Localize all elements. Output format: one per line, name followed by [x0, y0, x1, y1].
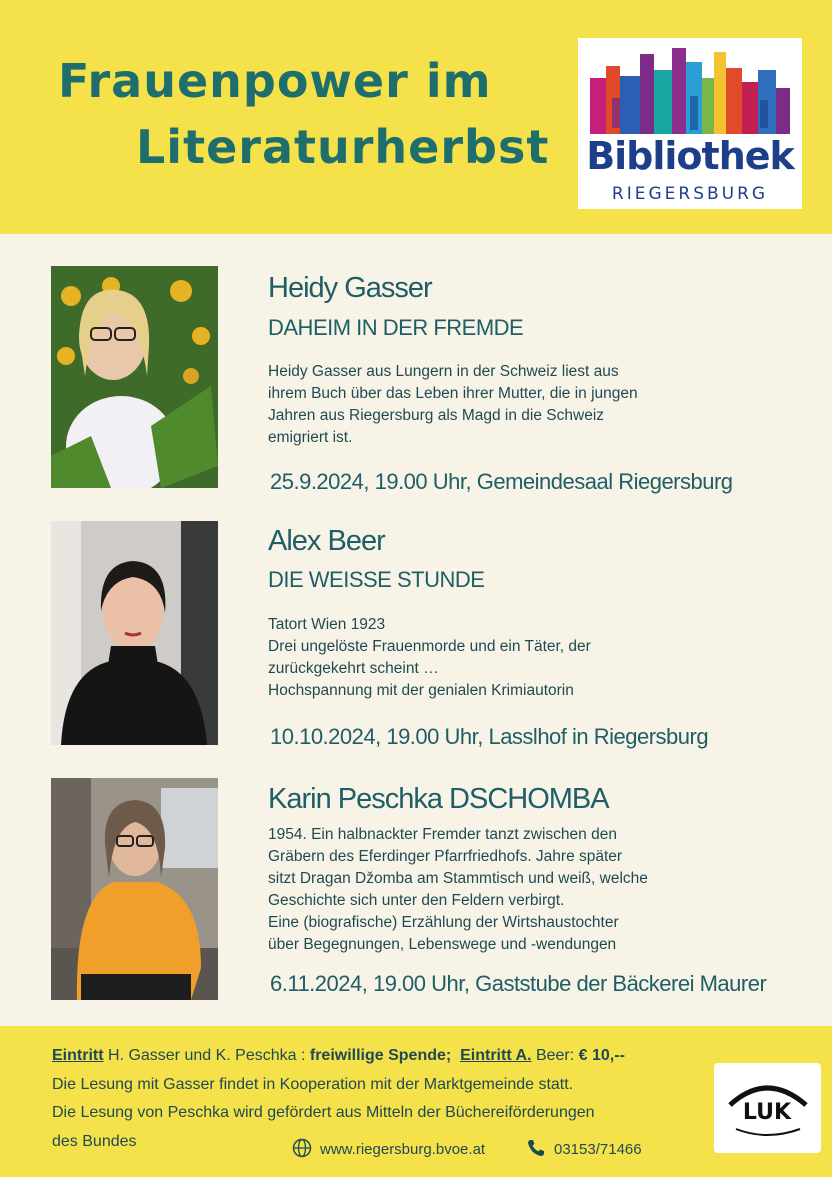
event-date: 10.10.2024, 19.00 Uhr, Lasslhof in Riegersburg: [270, 724, 709, 749]
phone-contact[interactable]: [526, 1138, 642, 1158]
event-date: 6.11.2024, 19.00 Uhr, Gaststube der Bäckerei Maurer: [270, 971, 767, 996]
description-line: Tatort Wien 1923: [268, 616, 386, 633]
page-title: [58, 48, 549, 180]
author-photo-heidy-gasser: [51, 266, 218, 488]
funding-note-cont: des Bundes: [52, 1133, 137, 1150]
event-description: [268, 824, 648, 956]
event-description: [268, 614, 591, 702]
cooperation-note: Die Lesung mit Gasser findet in Kooperation mit der Marktgemeinde statt.: [52, 1076, 574, 1093]
luk-logo-text: LUK: [742, 1100, 792, 1125]
author-name: Alex Beer: [268, 525, 385, 557]
book-title: DIE WEISSE STUNDE: [268, 567, 485, 592]
description-line: Drei ungelöste Frauenmorde und ein Täter, der: [268, 638, 591, 655]
description-line: über Begegnungen, Lebenswege und -wendungen: [268, 936, 617, 953]
entry-info: [52, 1047, 625, 1065]
entry2-label: Eintritt A.: [460, 1047, 532, 1064]
globe-icon: [292, 1138, 312, 1158]
description-line: ihrem Buch über das Leben ihrer Mutter, die in jungen: [268, 385, 638, 402]
phone-icon: [526, 1138, 546, 1158]
library-logo: [578, 38, 802, 209]
funding-note: Die Lesung von Peschka wird gefördert aus Mitteln der Büchereiförderungen: [52, 1104, 595, 1121]
description-line: Jahren aus Riegersburg als Magd in die Schweiz: [268, 407, 605, 424]
entry2-text: Beer:: [531, 1047, 579, 1064]
entry-label: Eintritt: [52, 1047, 104, 1064]
entry-value: freiwillige Spende;: [309, 1047, 452, 1064]
entry-text: H. Gasser und K. Peschka :: [103, 1047, 310, 1064]
description-line: emigriert ist.: [268, 429, 353, 446]
website-link[interactable]: www.riegersburg.bvoe.at: [320, 1141, 486, 1158]
logo-place: RIEGERSBURG: [611, 184, 769, 204]
description-line: Hochspannung mit der genialen Krimiautorin: [268, 682, 574, 699]
phone-number[interactable]: 03153/71466: [554, 1141, 642, 1158]
author-photo-alex-beer: [51, 521, 218, 745]
book-title: DAHEIM IN DER FREMDE: [268, 315, 524, 340]
event-date: 25.9.2024, 19.00 Uhr, Gemeindesaal Riegersburg: [270, 469, 733, 494]
event-description: [268, 361, 638, 449]
luk-logo: [714, 1063, 821, 1153]
description-line: Eine (biografische) Erzählung der Wirtshaustochter: [268, 914, 619, 931]
description-line: zurückgekehrt scheint …: [268, 660, 439, 677]
logo-name: Bibliothek: [586, 134, 794, 178]
entry2-value: € 10,--: [578, 1047, 625, 1064]
luk-logo-graphic: [714, 1063, 821, 1153]
description-line: Heidy Gasser aus Lungern in der Schweiz liest aus: [268, 363, 619, 380]
title-line-2: Literaturherbst: [136, 120, 550, 174]
title-line-1: Frauenpower im: [58, 54, 492, 108]
description-line: Gräbern des Eferdinger Pfarrfriedhofs. Jahre später: [268, 848, 623, 865]
description-line: Geschichte sich unter den Feldern verbirgt.: [268, 892, 565, 909]
author-name: Heidy Gasser: [268, 272, 432, 304]
author-name-and-book: Karin Peschka DSCHOMBA: [268, 783, 609, 815]
description-line: 1954. Ein halbnackter Fremder tanzt zwischen den: [268, 826, 617, 843]
skyline-graphic: [590, 48, 790, 134]
author-photo-karin-peschka: [51, 778, 218, 1000]
website-contact[interactable]: [292, 1138, 485, 1158]
description-line: sitzt Dragan Džomba am Stammtisch und weiß, welche: [268, 870, 648, 887]
